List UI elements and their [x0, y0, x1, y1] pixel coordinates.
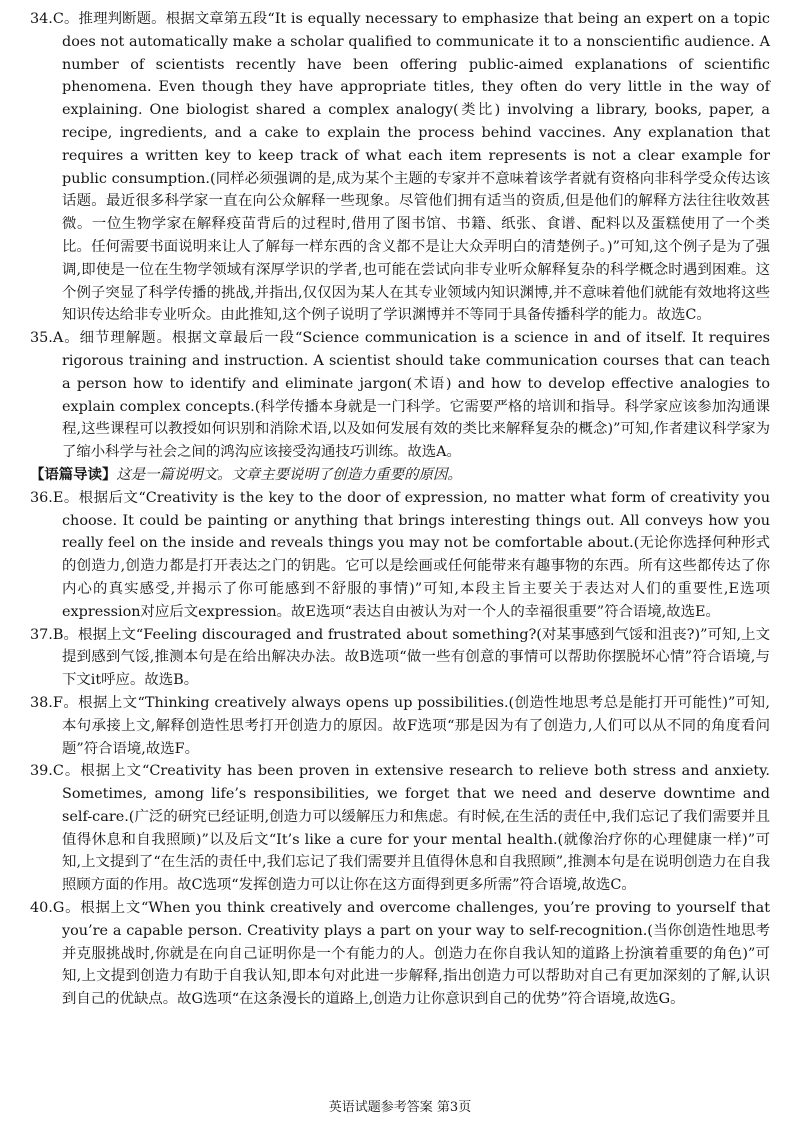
item-explanation: C。推理判断题。根据文章第五段“It is equally necessary to emphasize that being an expert on a topic does not automatically make a scholar qualified to communicate it to a nonscientific audience. A number of scientists recently have been offering public-aimed explanations of scientific phenomena. Even though they have appropriate titles, they often do very little in the way of explaining. One biologist shared a complex analogy(类比) involving a library, books, paper, a recipe, ingredients, and a cake to explain the process behind vaccines. Any explanation that requires a written key to keep track of what each item represents is not a clear example for public consumption.(同样必须强调的是,成为某个主题的专家并不意味着该学者就有资格向非科学受众传达该话题。最近很多科学家一直在向公众解释一些现象。尽管他们拥有适当的资质,但是他们的解释方法往往收效甚微。一位生物学家在解释疫苗背后的过程时,借用了图书馆、书籍、纸张、食谱、配料以及蛋糕使用了一个类比。任何需要书面说明来让人了解每一样东西的含义都不是让大众弄明白的清楚例子。)”可知,这个例子是为了强调,即使是一位在生物学领域有深厚学识的学者,也可能在尝试向非专业听众解释复杂的科学概念时遇到困难。这个例子突显了科学传播的挑战,并指出,仅仅因为某人在其专业领域内知识渊博,并不意味着他们就能有效地将这些知识传达给非专业听众。由此推知,这个例子说明了学识渊博并不等同于具备传播科学的能力。故选C。: [52, 11, 770, 324]
item-number: 34.: [30, 11, 53, 27]
item-number: 37.: [30, 626, 53, 643]
passage-guide: [30, 464, 770, 487]
answer-item-35: [30, 327, 770, 464]
item-explanation: E。根据后文“Creativity is the key to the door of expression, no matter what form of creativity you choose. It could be painting or anything that brings interesting things out. All conveys how you really feel on the inside and reveals things you may not be comfortable about.(无论你选择何种形式的创造力,创造力都是打开表达之门的钥匙。它可以是绘画或任何能带来有趣事物的东西。所有这些都传达了你内心的真实感受,并揭示了你可能感到不舒服的事情)”可知,本段主旨主要关于表达对人们的重要性,E选项expression对应后文expression。故E选项“表达自由被认为对一个人的幸福很重要”符合语境,故选E。: [52, 489, 770, 620]
answer-item-34: [30, 8, 770, 327]
item-explanation: F。根据上文“Thinking creatively always opens up possibilities.(创造性地思考总是能打开可能性)”可知,本句承接上文,解释创造性思考打开创造力的原因。故F选项“那是因为有了创造力,人们可以从不同的角度看问题”符合语境,故选F。: [52, 694, 770, 757]
passage-guide-label: 【语篇导读】: [30, 465, 117, 483]
answer-item-37: [30, 624, 770, 692]
answer-item-36: [30, 487, 770, 624]
page-footer: 英语试题参考答案 第3页: [328, 1100, 472, 1115]
item-number: 36.: [30, 489, 53, 506]
item-explanation: G。根据上文“When you think creatively and overcome challenges, you’re proving to yourself that you’re a capable person. Creativity plays a part on your way to self-recognition.(当你创造性地思考并克服挑战时,你就是在向自己证明你是一个有能力的人。创造力在你自我认知的道路上扮演着重要的角色)”可知,上文提到创造力有助于自我认知,即本句对此进一步解释,指出创造力可以帮助对自己有更加深刻的了解,认识到自己的优缺点。故G选项“在这条漫长的道路上,创造力让你意识到自己的优势”符合语境,故选G。: [52, 900, 770, 1008]
item-explanation: B。根据上文“Feeling discouraged and frustrated about something?(对某事感到气馁和沮丧?)”可知,上文提到感到气馁,推测本句是在给出解决办法。故B选项“做一些有创意的事情可以帮助你摆脱坏心情”符合语境,与下文it呼应。故选B。: [52, 626, 770, 689]
answer-item-39: [30, 760, 770, 897]
passage-guide-text: 这是一篇说明文。文章主要说明了创造力重要的原因。: [116, 466, 462, 483]
item-number: 40.: [30, 900, 53, 917]
answer-item-40: [30, 897, 770, 1011]
item-number: 38.: [30, 694, 53, 711]
item-explanation: A。细节理解题。根据文章最后一段“Science communication is a science in and of itself. It requires rigorous training and instruction. A scientist should take communication courses that can teach a person how to identify and eliminate jargon(术语) and how to develop effective analogies to explain complex concepts.(科学传播本身就是一门科学。它需要严格的培训和指导。科学家应该参加沟通课程,这些课程可以教授如何识别和消除术语,以及如何发展有效的类比来解释复杂的概念)”可知,作者建议科学家为了缩小科学与社会之间的鸿沟应该接受沟通技巧训练。故选A。: [52, 330, 770, 461]
item-explanation: C。根据上文“Creativity has been proven in extensive research to relieve both stress and anxiety. Sometimes, among life’s responsibilities, we forget that we need and deserve downtime and self-care.(广泛的研究已经证明,创造力可以缓解压力和焦虑。有时候,在生活的责任中,我们忘记了我们需要并且值得休息和自我照顾)”以及后文“It’s like a cure for your mental health.(就像治疗你的心理健康一样)”可知,上文提到了“在生活的责任中,我们忘记了我们需要并且值得休息和自我照顾”,推测本句是在说明创造力在自我照顾方面的作用。故C选项“发挥创造力可以让你在这方面得到更多所需”符合语境,故选C。: [52, 763, 770, 894]
item-number: 39.: [30, 763, 53, 780]
item-number: 35.: [30, 330, 53, 347]
answer-item-38: [30, 692, 770, 760]
